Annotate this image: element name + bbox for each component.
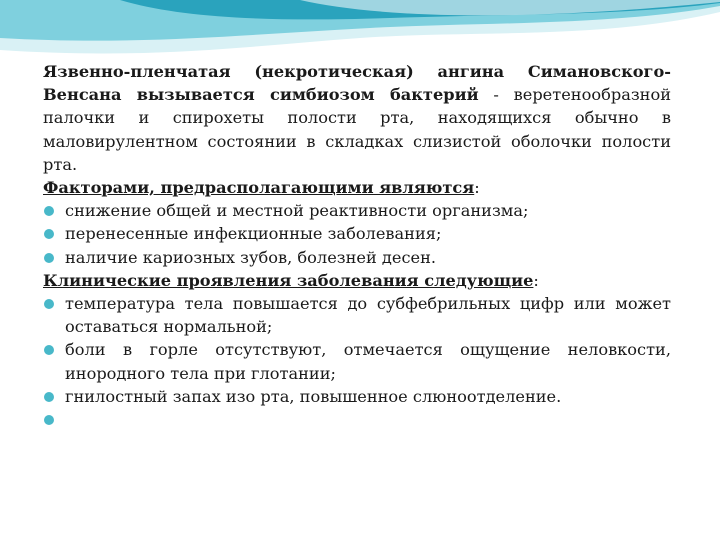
bullet-icon xyxy=(44,206,54,216)
slide-content xyxy=(43,60,671,431)
section-heading-factors xyxy=(43,176,671,199)
bullet-icon xyxy=(44,415,54,425)
section-heading-suffix: : xyxy=(533,270,539,290)
intro-text: - веретенообразной палочки и спирохеты полости рта, находящихся обычно в маловирулентном состоянии в складках слизистой оболочки полости рта. xyxy=(43,85,671,174)
list-item xyxy=(43,338,671,384)
list-item-text: гнилостный запах изо рта, повышенное слюноотделение. xyxy=(65,386,562,406)
intro-bold-text: Язвенно-пленчатая (некротическая) ангина Симановского-Венсана вызывается симбиозом бактерий xyxy=(43,62,671,105)
list-item xyxy=(43,246,671,269)
bullet-icon xyxy=(44,229,54,239)
list-item xyxy=(43,199,671,222)
list-item-text: перенесенные инфекционные заболевания; xyxy=(65,224,442,244)
section-heading-clinical xyxy=(43,269,671,292)
section-heading-text: Клинические проявления заболевания следующие xyxy=(43,270,534,290)
list-item-text: температура тела повышается до субфебрильных цифр или может оставаться нормальной; xyxy=(65,294,671,337)
factors-list xyxy=(43,199,671,269)
decorative-wave-banner xyxy=(0,0,720,60)
list-item-text: боли в горле отсутствуют, отмечается ощущение неловкости, инородного тела при глотании; xyxy=(65,340,671,383)
section-heading-text: Факторами, предрасполагающими являются xyxy=(43,178,475,198)
list-item xyxy=(43,292,671,338)
list-item-text: снижение общей и местной реактивности организма; xyxy=(65,201,529,221)
section-heading-suffix: : xyxy=(474,178,480,198)
list-item xyxy=(43,222,671,245)
bullet-icon xyxy=(44,345,54,355)
list-item xyxy=(43,385,671,408)
bullet-icon xyxy=(44,253,54,263)
clinical-list xyxy=(43,292,671,431)
intro-paragraph xyxy=(43,60,671,176)
list-item-text: наличие кариозных зубов, болезней десен. xyxy=(65,247,437,267)
list-item-empty xyxy=(43,408,671,431)
bullet-icon xyxy=(44,392,54,402)
bullet-icon xyxy=(44,299,54,309)
